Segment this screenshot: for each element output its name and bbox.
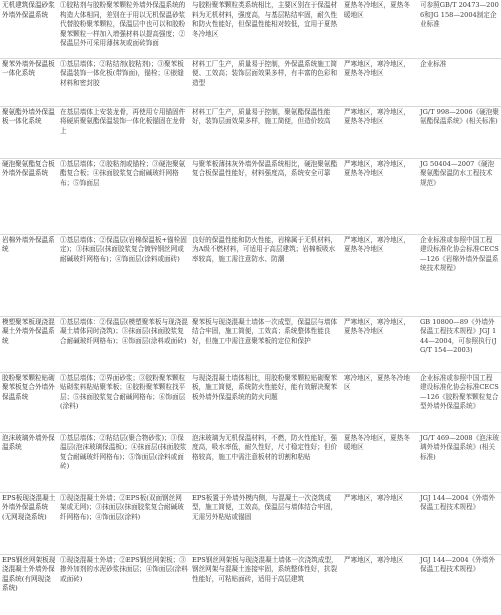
system-name-cell: 模塑聚苯板现浇混凝土外墙外保温系统 xyxy=(0,316,58,372)
standard-cell: GB 10800—89《外墙外保温工程技术规程》JGJ 144—2004，可参照执行(JG/T 154—2003) xyxy=(418,316,501,372)
region-cell: 严寒地区，寒冷地区，夏热冬冷地区 xyxy=(342,58,418,106)
features-cell: EPS板置于外墙外模内侧，与混凝土一次浇筑成型，施工简便，工效高，保温层与墙体结合牢固，无需另外粘贴或锚固 xyxy=(190,492,342,554)
standard-cell: 可参照GB/T 20473—2006和JG 158—2004制定企业标准 xyxy=(418,0,501,58)
table-row xyxy=(0,106,501,158)
standard-cell: JG 50404—2007《硬泡聚氨酯保温防水工程技术规范》 xyxy=(418,158,501,234)
region-cell: 严寒地区，寒冷地区，夏热冬冷地区 xyxy=(342,158,418,234)
standard-cell: JGJ 144—2004《外墙外保温工程技术规程》 xyxy=(418,492,501,554)
construction-cell: 在基层墙体上安装龙骨，再使用专用锚固件将硬质聚氨酯保温装饰一体化板锚固在龙骨上 xyxy=(58,106,190,158)
features-cell: 良好的保温性能和防火性能，岩棉属于无机材料，为A级不燃材料，可适用于高层建筑；岩棉板吸水率较高，施工需注意防水、防潮 xyxy=(190,234,342,316)
table-row xyxy=(0,316,501,372)
system-name-cell: EPS钢丝网架板现浇混凝土外墙外保温系统(有网现浇系统) xyxy=(2,555,56,593)
region-cell: 寒冷地区，夏热冬冷地区 xyxy=(342,372,418,432)
standard-cell: 企业标准或参照中国工程建设标准化协会标准CECS—126《岩棉外墙外保温系统技术规程》 xyxy=(418,234,501,316)
construction-cell: ①胶粘剂与胶粉聚苯颗粒外墙外保温系统的构造大体相同，差别在于用以无机保温砂浆代替胶粉聚苯颗粒，保温层中也可以和胶粉聚苯颗粒一样加入增强材料以提高强度；②保温层外可采用薄抹灰或面砖饰面 xyxy=(58,0,190,58)
construction-cell: ①基层墙体；②粘结层(聚合物砂浆)；③保温层(泡沫玻璃保温板)；④抹面层(抹面胶浆复合耐碱玻纤网格布)；⑤饰面层(涂料或面砖) xyxy=(58,432,190,492)
table-row xyxy=(0,158,501,234)
standard-cell: JG/T 469—2008《泡沫玻璃外墙外保温系统》(相关标准) xyxy=(418,432,501,492)
region-cell: 严寒地区，寒冷地区 xyxy=(344,555,404,564)
features-cell: 材料工厂生产，质量易于控制，聚氨酯保温性能好，装饰层面效果多样，施工简便，但造价较高 xyxy=(190,106,342,158)
standard-cell: JGJ 144—2004《外墙外保温工程技术规程》 xyxy=(420,555,495,574)
region-cell: 夏热冬冷地区，夏热冬暖地区 xyxy=(342,432,418,492)
table-row xyxy=(0,554,501,615)
region-cell: 严寒地区，寒冷地区，夏热冬冷地区 xyxy=(342,106,418,158)
construction-cell: ①基层墙体；②保温层(岩棉保温板+锚栓固定)；③抹面层(抹面胶浆复合镀锌钢丝网或耐碱玻纤网格布)；④饰面层(涂料或面砖) xyxy=(58,234,190,316)
table-row xyxy=(0,492,501,554)
features-cell: 与聚苯板薄抹灰外墙外保温系统相比，硬泡聚氨酯复合板保温性能好，材料强度高，系统安全可靠 xyxy=(190,158,342,234)
system-name-cell: 岩棉外墙外保温系统 xyxy=(0,234,58,316)
features-cell: EPS钢丝网架板与现浇混凝土墙体一次浇筑成型，钢丝网架与混凝土连接牢固，系统整体性好，抗裂性能好，可粘贴面砖，适用于高层建筑 xyxy=(192,555,338,583)
construction-cell: ①基层墙体；②粘结剂(胶粘剂)；③聚苯板保温装饰一体化板(带饰面)，锚栓；④嵌缝材料和密封胶 xyxy=(58,58,190,106)
system-name-cell: EPS板现浇混凝土外墙外保温系统(无网现浇系统) xyxy=(0,492,58,554)
construction-cell: ①基层墙体：②保温层(模塑聚苯板与现浇混凝土墙体同时浇筑)；③抹面层(抹面胶浆复合耐碱玻纤网格布)；④饰面层(涂料或面砖) xyxy=(58,316,190,372)
table-row xyxy=(0,372,501,432)
standard-cell: JG/T 998—2006《硬泡聚氨酯保温系统》(相关标准) xyxy=(418,106,501,158)
features-cell: 聚苯板与现浇混凝土墙体一次成型，保温层与墙体结合牢固，施工简便，工效高；系统整体性能良好，但施工中需注意聚苯板的定位和保护 xyxy=(190,316,342,372)
construction-cell: ①现浇混凝土外墙；②EPS钢丝网架板；③掺外加剂的水泥砂浆抹面层；④饰面层(涂料或面砖) xyxy=(60,555,188,583)
construction-cell: ①基层墙体；②胶粘剂或锚栓；③硬泡聚氨酯复合板；④抹面胶浆复合耐碱玻纤网格布；⑤饰面层 xyxy=(58,158,190,234)
region-cell: 严寒地区，寒冷地区，夏热冬冷地区 xyxy=(342,234,418,316)
table-row xyxy=(0,432,501,492)
features-cell: 与现浇混凝土墙体相比，用胶粉聚苯颗粒贴砌聚苯板，施工简便，系统防火性能好，能有效解决聚苯板外墙外保温系统的防火问题 xyxy=(190,372,342,432)
system-name-cell: 无机建筑保温砂浆外墙外保温系统 xyxy=(0,0,58,58)
table-row xyxy=(0,0,501,58)
region-cell: 严寒地区，寒冷地区，夏热冬冷地区 xyxy=(342,316,418,372)
system-name-cell: 聚苯外墙外保温板一体化系统 xyxy=(0,58,58,106)
system-name-cell: 聚氨酯外墙外保温板一体化系统 xyxy=(0,106,58,158)
construction-cell: ①现浇混凝土外墙；②EPS板(双面钢丝网架或无网)；③抹面层(抹面胶浆复合耐碱玻纤网格布)；④饰面层(涂料) xyxy=(58,492,190,554)
region-cell: 夏热冬冷地区，夏热冬暖地区 xyxy=(342,0,418,58)
features-cell: 与胶粉聚苯颗粒类系统相比，主要区别在于保温材料为无机材料，强度高，与基层粘结牢固，耐久性和防火性能好，但保温性能相对较低，宜用于夏热冬冷地区 xyxy=(190,0,342,58)
features-cell: 泡沫玻璃为无机保温材料，不燃，防火性能好，强度高，吸水率低，耐久性好，尺寸稳定性好；但价格较高，施工中需注意板材的切割和粘贴 xyxy=(190,432,342,492)
table-row xyxy=(0,58,501,106)
system-name-cell: 硬泡聚氨酯复合板外墙外保温系统 xyxy=(0,158,58,234)
table-row xyxy=(0,234,501,316)
construction-cell: ①基层墙体；②界面砂浆；③胶粉聚苯颗粒贴砌浆料粘贴聚苯板；④胶粉聚苯颗粒找平层；⑤抹面胶浆复合耐碱网格布；⑥饰面层(涂料) xyxy=(58,372,190,432)
system-name-cell: 胶粉聚苯颗粒贴砌聚苯板复合外墙外保温系统 xyxy=(0,372,58,432)
standard-cell: 企业标准 xyxy=(418,58,501,106)
system-name-cell: 泡沫玻璃外墙外保温系统 xyxy=(0,432,58,492)
region-cell: 严寒地区，寒冷地区 xyxy=(342,492,418,554)
features-cell: 材料工厂生产，质量易于控制，外保温系统施工简便、工效高；装饰层面效果多样，有丰富的色彩和造型 xyxy=(190,58,342,106)
standard-cell: 企业标准或参照中国工程建设标准化协会标准CECS—126《胶粉聚苯颗粒复合型外墙外保温系统》 xyxy=(418,372,501,432)
